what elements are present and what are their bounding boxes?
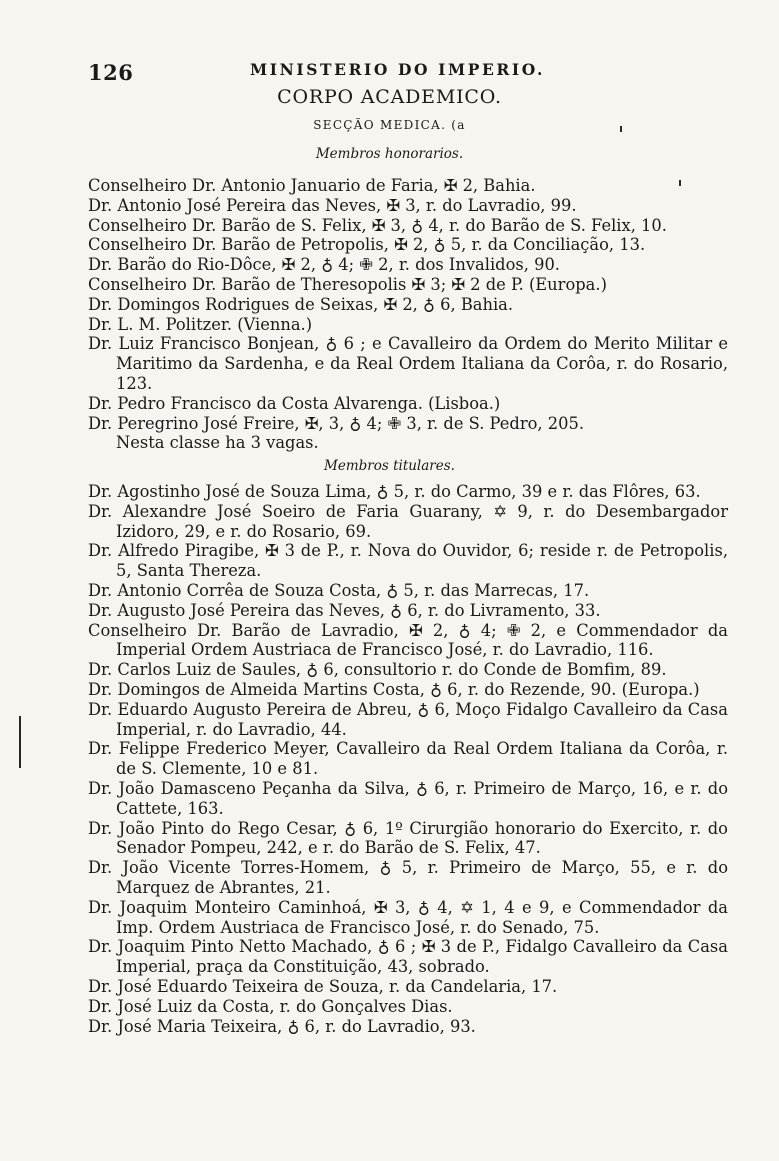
list-item: Dr. Antonio Corrêa de Souza Costa, ♁ 5, r. das Marrecas, 17. [88,580,590,600]
list-item: Dr. Augusto José Pereira das Neves, ♁ 6, r. do Livramento, 33. [88,600,601,620]
ink-speck [620,126,622,132]
list-item: Dr. Joaquim Monteiro Caminhoá, ✠ 3, ♁ 4, ✡ 1, 4 e 9, e Commendador da Imp. Ordem Austriaca de Francisco José, r. do Senado, 75. [88,897,728,937]
list-item: Dr. José Luiz da Costa, r. do Gonçalves Dias. [88,996,453,1016]
running-head: MINISTERIO DO IMPERIO. [250,60,545,79]
list-item: Conselheiro Dr. Antonio Januario de Faria, ✠ 2, Bahia. [88,176,536,195]
list-item: Dr. Barão do Rio-Dôce, ✠ 2, ♁ 4; ✙ 2, r. dos Invalidos, 90. [88,255,560,275]
list-item: Dr. Joaquim Pinto Netto Machado, ♁ 6 ; ✠ 3 de P., Fidalgo Cavalleiro da Casa Imperial, praça da Constituição, 43, sobrado. [88,937,728,977]
margin-mark [19,716,21,768]
list-item: Conselheiro Dr. Barão de Petropolis, ✠ 2, ♁ 5, r. da Conciliação, 13. [88,235,646,255]
titular-heading: Membros titulares. [324,458,455,474]
ink-speck [679,180,681,186]
page-number: 126 [88,60,134,85]
list-item: Dr. João Vicente Torres-Homem, ♁ 5, r. Primeiro de Março, 55, e r. do Marquez de Abrantes, 21. [88,858,728,897]
list-item: Dr. Eduardo Augusto Pereira de Abreu, ♁ 6, Moço Fidalgo Cavalleiro da Casa Imperial, r. do Lavradio, 44. [88,699,728,739]
list-item: Dr. José Eduardo Teixeira de Souza, r. da Candelaria, 17. [88,976,558,996]
list-item: Dr. L. M. Politzer. (Vienna.) [88,314,313,334]
list-item: Dr. João Damasceno Peçanha da Silva, ♁ 6, r. Primeiro de Março, 16, e r. do Cattete, 163. [88,778,728,818]
list-item: Dr. Antonio José Pereira das Neves, ✠ 3, r. do Lavradio, 99. [88,195,577,215]
list-item: Dr. Pedro Francisco da Costa Alvarenga. (Lisboa.) [88,393,501,413]
document-title: CORPO ACADEMICO. [277,86,502,108]
list-item: Dr. João Pinto do Rego Cesar, ♁ 6, 1º Cirurgião honorario do Exercito, r. do Senador Pompeu, 242, e r. do Barão de S. Felix, 47. [88,818,728,858]
list-item: Dr. Alexandre José Soeiro de Faria Guarany, ✡ 9, r. do Desembargador Izidoro, 29, e r. do Rosario, 69. [88,501,728,541]
list-item: Dr. Domingos de Almeida Martins Costa, ♁ 6, r. do Rezende, 90. (Europa.) [88,679,700,699]
list-item: Conselheiro Dr. Barão de S. Felix, ✠ 3, ♁ 4, r. do Barão de S. Felix, 10. [88,215,667,235]
list-item: Dr. Alfredo Piragibe, ✠ 3 de P., r. Nova do Ouvidor, 6; reside r. de Petropolis, 5, Santa Thereza. [88,541,728,581]
titular-list [88,482,728,1036]
list-item: Dr. Felippe Frederico Meyer, Cavalleiro da Real Ordem Italiana da Corôa, r. de S. Clemente, 10 e 81. [88,739,728,779]
section-subtitle: SECÇÃO MEDICA. (a [313,118,466,132]
list-item: Dr. Peregrino José Freire, ✠, 3, ♁ 4; ✙ 3, r. de S. Pedro, 205. [88,413,585,433]
list-item: Dr. Domingos Rodrigues de Seixas, ✠ 2, ♁ 6, Bahia. [88,294,514,314]
list-item: Dr. Agostinho José de Souza Lima, ♁ 5, r. do Carmo, 39 e r. das Flôres, 63. [88,482,701,501]
honorary-list [88,176,728,453]
list-item: Conselheiro Dr. Barão de Lavradio, ✠ 2, ♁ 4; ✙ 2, e Commendador da Imperial Ordem Austriaca de Francisco José, r. do Lavradio, 116. [88,620,728,660]
honorary-heading: Membros honorarios. [315,146,464,162]
vacancy-note: Nesta classe ha 3 vagas. [116,433,319,453]
list-item: Dr. Luiz Francisco Bonjean, ♁ 6 ; e Cavalleiro da Ordem do Merito Militar e Maritimo da Sardenha, e da Real Ordem Italiana da Corôa, r. do Rosario, 123. [88,334,728,393]
list-item: Dr. José Maria Teixeira, ♁ 6, r. do Lavradio, 93. [88,1016,476,1036]
list-item: Dr. Carlos Luiz de Saules, ♁ 6, consultorio r. do Conde de Bomfim, 89. [88,660,667,680]
list-item: Conselheiro Dr. Barão de Theresopolis ✠ 3; ✠ 2 de P. (Europa.) [88,274,607,294]
